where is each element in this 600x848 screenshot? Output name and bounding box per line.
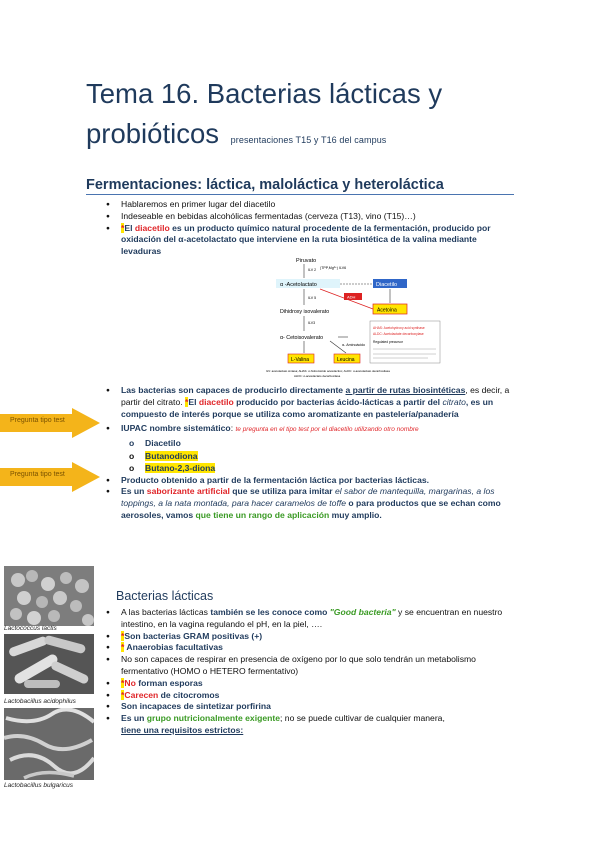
list-item [121, 642, 513, 654]
list-item [121, 631, 513, 643]
text-run: , es decir, a partir del citrato. [121, 385, 510, 407]
page-title-word: probióticos [86, 118, 219, 149]
diagram-cetoisovalerato: α- Cetoisovalerato [280, 335, 324, 341]
diagram-footnote2: ALDC: α-acetolactato decarboxilasa [294, 374, 341, 378]
list-item [145, 462, 513, 475]
bullet-list-1 [121, 199, 513, 258]
list-item [121, 690, 513, 702]
diagram-diacetilo: Diacetilo [376, 282, 398, 288]
text-run: citrato [442, 396, 466, 407]
photo-caption-3: Lactobacillus bulgaricus [4, 782, 74, 789]
list-item [121, 385, 513, 420]
list-item: ● Hablaremos en primer lugar del diacetilo [121, 199, 513, 211]
text-run: tiene una requisitos estrictos: [121, 724, 244, 735]
photo-lactococcus [4, 566, 94, 626]
text-run: El [124, 222, 135, 233]
list-item: ● No son capaces de respirar en presencia de oxígeno por lo que solo tendrán un metabolismo fermentativo (HOMO o HETERO fermentativo) [121, 654, 513, 678]
page-title-line1: Tema 16. Bacterias lácticas y [86, 78, 443, 109]
arrow-callout-2 [0, 462, 100, 492]
text-run: que se utiliza para imitar [229, 486, 335, 497]
text-run: que tiene un rango de aplicación [195, 510, 330, 521]
list-item: ● Son incapaces de sintetizar porfirina [121, 701, 513, 713]
list-item: ● Indeseable en bebidas alcohólicas fermentadas (cerveza (T13), vino (T15)…) [121, 211, 513, 223]
diagram-acetolactato: α -Acetolactato [280, 282, 317, 288]
text-run: Carecen [124, 689, 159, 700]
list-item: o Diacetilo [145, 437, 513, 450]
list-item [145, 450, 513, 463]
diagram-legend1: AHAS: Acetohydroxy acid synthase [373, 326, 425, 330]
asterisk-marker: * [121, 689, 125, 700]
diagram-legend3: Regulated precursor [373, 340, 403, 344]
text-run: GRAM positivas (+) [183, 630, 263, 641]
asterisk-marker: * [185, 396, 189, 407]
text-run: el sabor de mantequilla, margarinas, a los toppings, a la nata montada, para hacer caramelos de toffe [121, 486, 495, 509]
list-item [121, 607, 513, 631]
bacteria-cocci-image [4, 566, 94, 626]
page-title-line2 [86, 120, 386, 148]
text-run: diacetilo [134, 222, 170, 233]
text-run: grupo nutricionalmente exigente [146, 713, 281, 724]
text-run: Butanodiona [145, 450, 198, 461]
text-run: Las bacterias son capaces de producirlo directamente [121, 385, 346, 395]
text-run: de citocromos [158, 689, 220, 700]
text-run: Anaerobias facultativas [124, 642, 223, 653]
red-note: te pregunta en el tipo test por el diacetilo utilizando otro nombre [235, 426, 419, 434]
text-run: Butano-2,3-diona [145, 463, 216, 474]
page-subtitle: presentaciones T15 y T16 del campus [230, 135, 387, 145]
text-run: No [124, 677, 136, 688]
text-run: saborizante artificial [146, 486, 230, 497]
bullet-list-3 [121, 607, 513, 737]
text-run: A las bacterias lácticas [121, 607, 211, 617]
text-run: "Good bacteria" [327, 607, 396, 617]
text-run: , es un compuesto de interés porque se utiliza como aromatizante en pastelería/panadería [121, 396, 494, 419]
diagram-acetoina: Acetoína [377, 307, 397, 314]
diagram-aminoacido: α- Aminoácido [342, 343, 366, 347]
bacteria-chains-image [4, 708, 94, 780]
text-run: ; no se puede cultivar de cualquier manera, [280, 713, 445, 724]
text-run: diacetilo [198, 396, 234, 407]
asterisk-marker: * [121, 642, 125, 653]
text-run: El [188, 396, 199, 407]
diagram-legend2: ALDC: Acetolactate decarboxylase [373, 332, 424, 336]
photo-caption-1: Lactococcus lactis [4, 625, 57, 632]
diagram-ilv: ILV 2 [308, 268, 317, 272]
text-run: Es un [121, 713, 147, 724]
iupac-sublist [145, 437, 513, 475]
text-run: Es un [121, 486, 147, 497]
text-run: muy amplio. [329, 510, 382, 521]
asterisk-marker: * [121, 630, 125, 641]
text-run: o para productos que se echan como aerosoles, vamos [121, 498, 501, 521]
pathway-svg [258, 255, 448, 385]
list-item: ● Producto obtenido a partir de la fermentación láctica por bacterias lácticas. [121, 475, 513, 487]
list-item [121, 223, 513, 258]
diagram-footnote1: ILV: acetolactato sintasa; AHAS: α-hidroxiácido acetolactico; ALDC: α-acetolactato decarboxilasa [266, 369, 390, 373]
arrow-label-2: Pregunta tipo test [10, 471, 65, 478]
diagram-piruvato: Piruvato [296, 258, 317, 264]
list-item [121, 713, 513, 737]
text-run: es un producto químico natural procedente de la fermentación, producido por oxidación del α-acetolactato que interviene en la ruta biosintética de la valina mediante levaduras [121, 222, 491, 257]
arrow-label-1: Pregunta tipo test [10, 417, 65, 424]
section-heading-fermentaciones: Fermentaciones: láctica, maloláctica y heteroláctica [86, 177, 514, 195]
diagram-ilv-cofactor: (TPP,Mg²⁺) ILV6 [320, 266, 347, 270]
text-run: forman esporas [135, 677, 203, 688]
diagram-leucina: Leucina [337, 357, 355, 363]
text-run: también se les conoce como [210, 607, 328, 617]
list-item [121, 486, 513, 521]
diacetyl-pathway-diagram [258, 255, 448, 385]
diagram-ilv3: ILV3 [308, 321, 316, 325]
text-run: Son bacterias [124, 630, 184, 641]
text-run: IUPAC nombre sistemático [121, 423, 231, 434]
diagram-adh: ADH [347, 294, 356, 300]
diagram-dihidroxi: Dihidroxy isovalerato [280, 309, 330, 315]
bacteria-rods-image [4, 634, 94, 694]
list-item [121, 423, 513, 474]
text-run: : [230, 423, 234, 434]
arrow-callout-1 [0, 408, 100, 438]
diagram-ilv5: ILV 5 [308, 296, 317, 300]
photo-bulgaricus [4, 708, 94, 780]
text-run: y se encuentran en nuestro intestino, en la vagina regulando el pH, en la piel, …. [121, 607, 503, 629]
photo-acidophilus [4, 634, 94, 694]
text-run: a partir de rutas biosintéticas [345, 385, 466, 395]
list-item [121, 678, 513, 690]
asterisk-marker: * [121, 222, 125, 233]
asterisk-marker: * [121, 677, 125, 688]
text-run: producido por bacterias ácido-lácticas a partir del [233, 396, 443, 407]
photo-caption-2: Lactobacillus acidophilus [4, 698, 76, 705]
bullet-list-2 [121, 385, 513, 522]
diagram-valina: L-Valina [291, 357, 309, 363]
section-heading-bacterias: Bacterias lácticas [116, 589, 214, 603]
